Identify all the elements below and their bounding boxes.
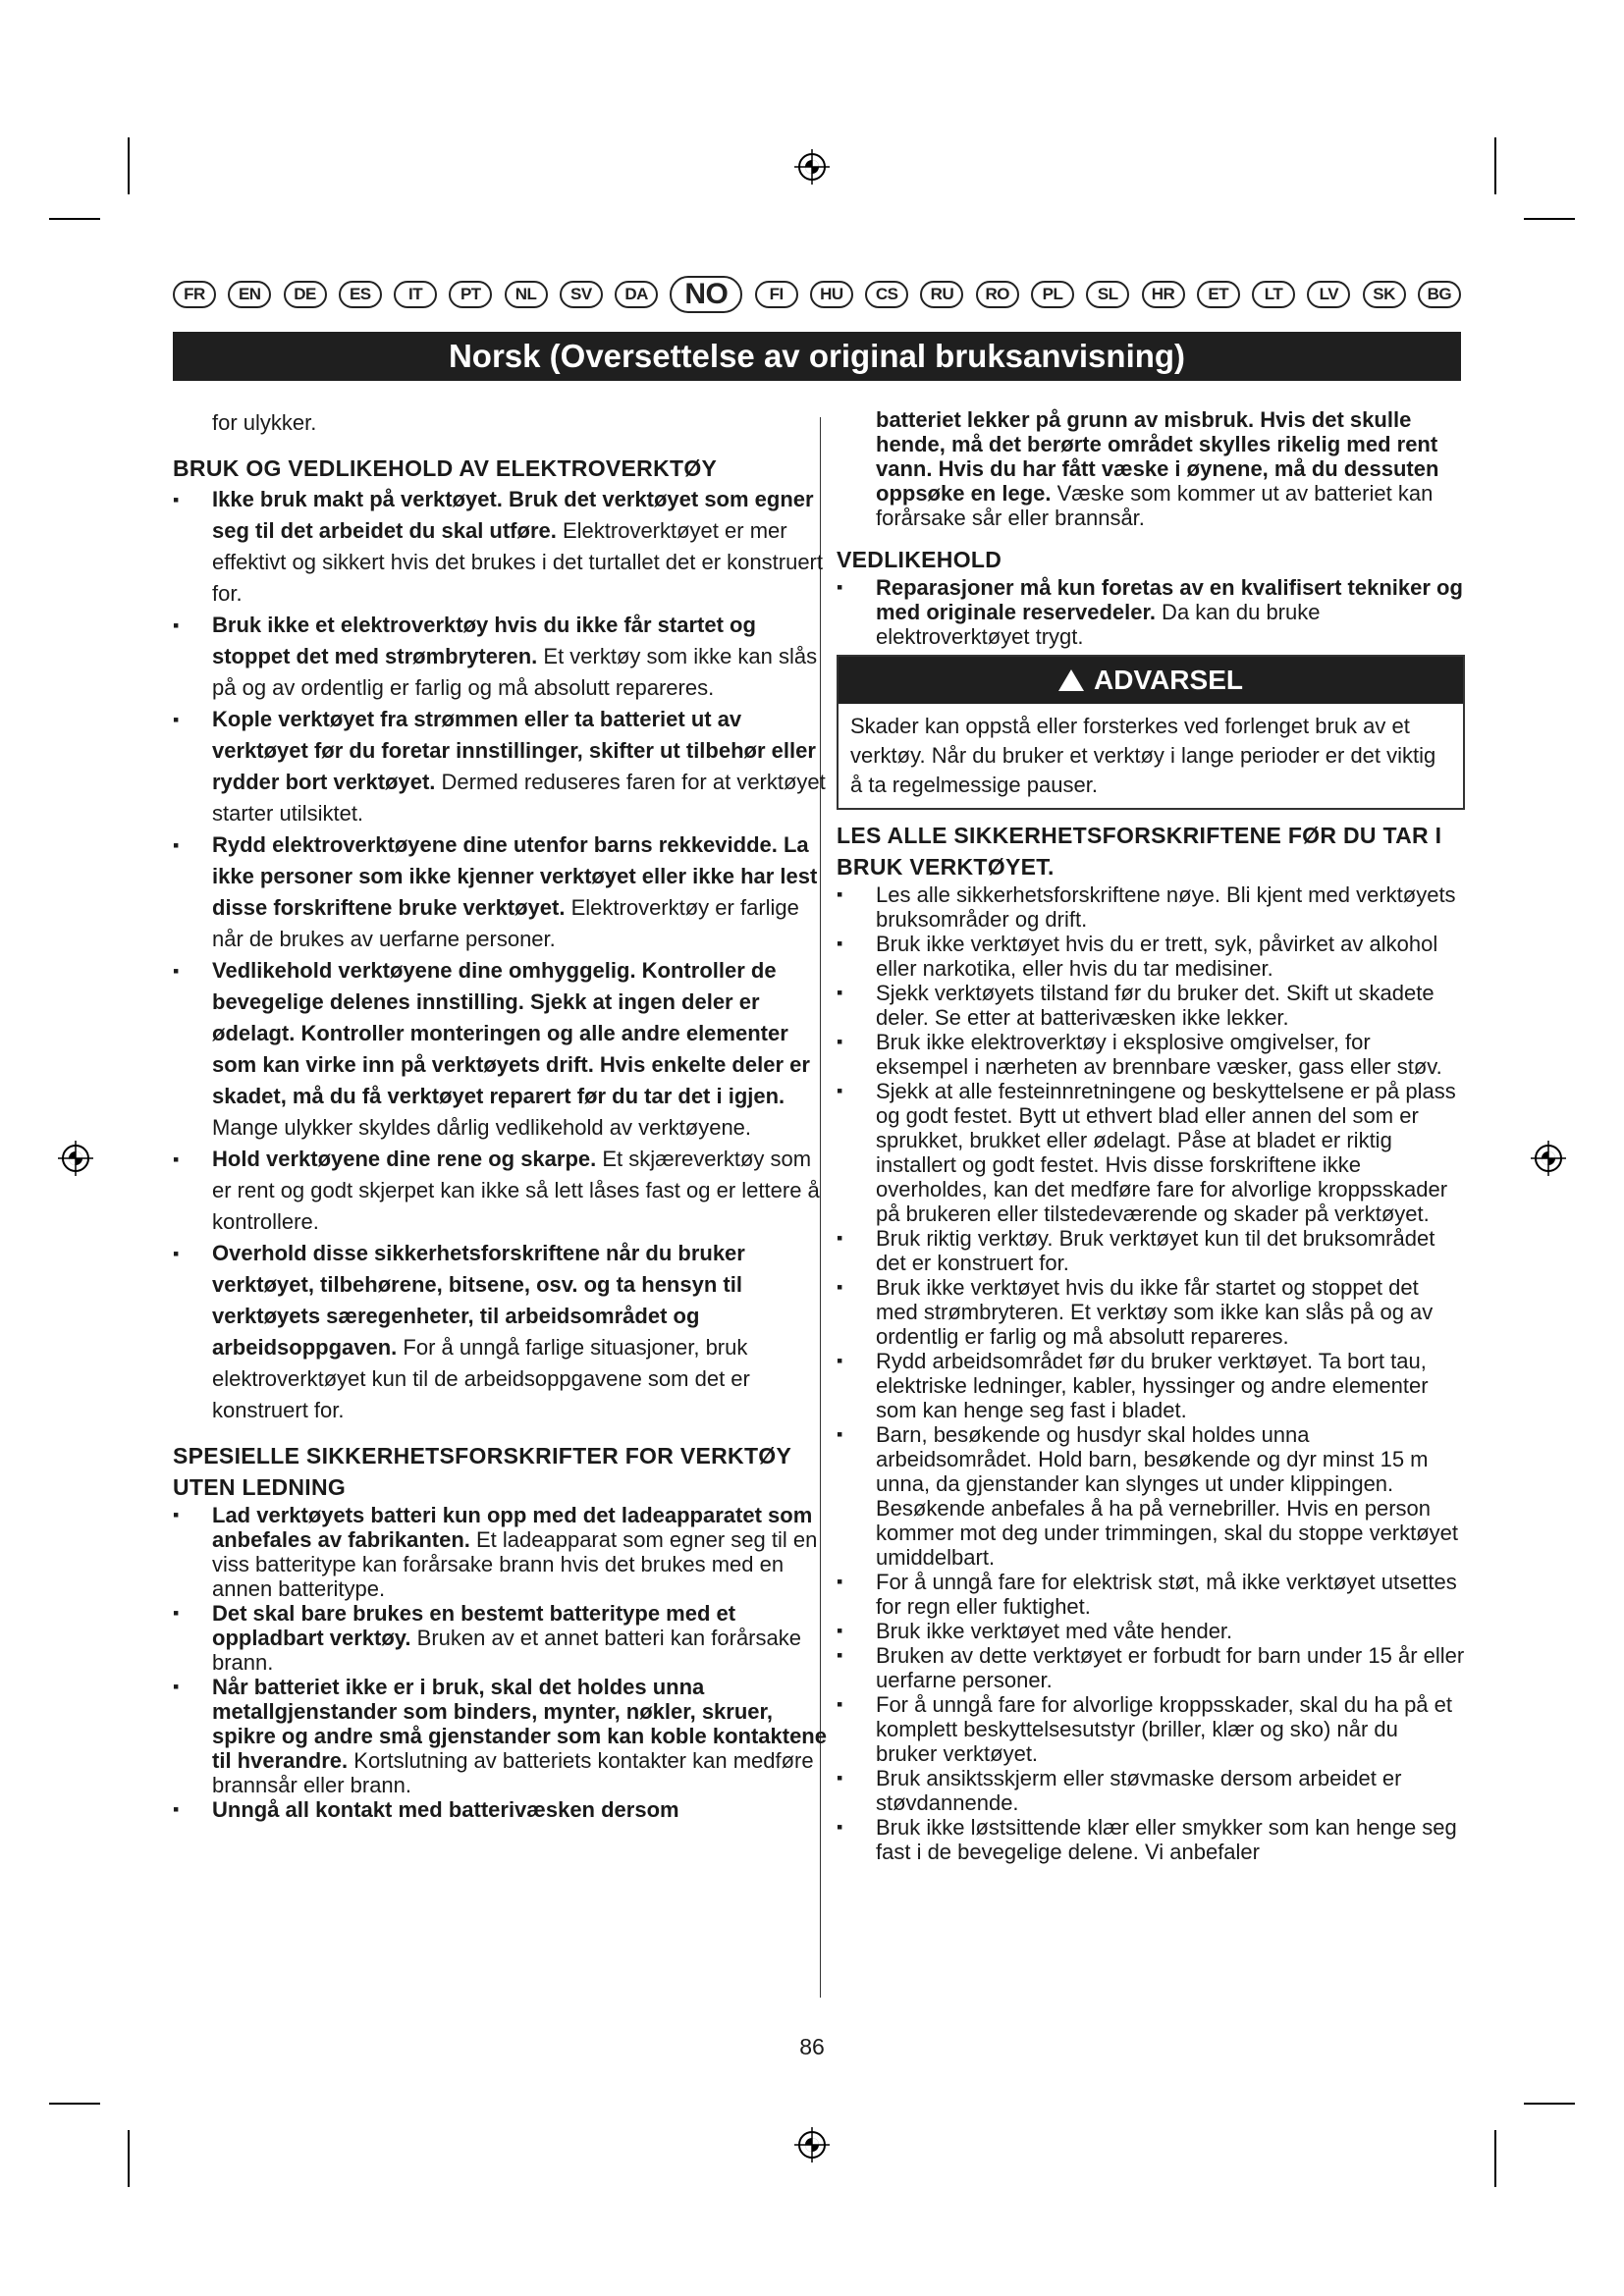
warning-box — [837, 655, 1465, 810]
body-text: Mange ulykker skyldes dårlig vedlikehold av verktøyene. — [212, 1115, 752, 1140]
warning-header — [839, 657, 1463, 704]
section-heading-use: BRUK OG VEDLIKEHOLD AV ELEKTROVERKTØY — [173, 455, 718, 481]
bold-text: Vedlikehold verktøyene dine omhyggelig. Kontroller de bevegelige delenes innstilling. Sjekk at ingen deler er ødelagt. Kontroller monteringen og alle andre elementer som kan virke inn på verktøyets drift. Hvis enkelte deler er skadet, må du få verktøyet reparert før du tar det i igjen. — [212, 958, 810, 1108]
body-text: Bruken av et annet batteri kan forårsake brann. — [212, 1626, 801, 1675]
list-item — [173, 955, 827, 1144]
list-item — [173, 1601, 827, 1675]
bold-text: Reparasjoner må kun foretas av en kvalifisert tekniker og med originale reservedeler. — [876, 575, 1463, 624]
lang-cs[interactable]: CS — [865, 281, 908, 308]
list-item — [837, 575, 1465, 649]
list-item: ▪ For å unngå fare for elektrisk støt, må ikke verktøyet utsettes for regn eller fuktighet. — [837, 1570, 1465, 1619]
lang-sv[interactable]: SV — [560, 281, 603, 308]
crop-mark — [49, 2103, 100, 2105]
lang-bg[interactable]: BG — [1418, 281, 1461, 308]
lang-pt[interactable]: PT — [449, 281, 492, 308]
body-text: Elektroverktøy er farlige når de brukes av uerfarne personer. — [212, 895, 799, 951]
list-item: ▪ Bruk ikke verktøyet med våte hender. — [837, 1619, 1465, 1643]
body-text: Et ladeapparat som egner seg til en viss batteritype kan forårsake brann hvis det brukes med en annen batteritype. — [212, 1527, 818, 1601]
body-text: For å unngå farlige situasjoner, bruk elektroverktøyet kun til de arbeidsoppgavene som det er konstruert for. — [212, 1335, 750, 1422]
lang-hu[interactable]: HU — [810, 281, 853, 308]
registration-mark-icon — [56, 1139, 95, 1178]
left-column — [173, 407, 827, 1822]
lang-hr[interactable]: HR — [1142, 281, 1185, 308]
bold-text: Lad verktøyets batteri kun opp med det ladeapparatet som anbefales av fabrikanten. — [212, 1503, 813, 1552]
list-item: ▪ Bruk ikke løstsittende klær eller smykker som kan henge seg fast i de bevegelige delene. Vi anbefaler — [837, 1815, 1465, 1864]
lang-nl[interactable]: NL — [505, 281, 548, 308]
bold-text: Kople verktøyet fra strømmen eller ta batteriet ut av verktøyet før du foretar innstillinger, skifter ut tilbehør eller rydder bort verktøyet. — [212, 707, 816, 794]
section-heading-read-all: LES ALLE SIKKERHETSFORSKRIFTENE FØR DU TAR I BRUK VERKTØYET. — [837, 823, 1442, 880]
lang-pl[interactable]: PL — [1031, 281, 1074, 308]
section-heading-maintenance: VEDLIKEHOLD — [837, 547, 1002, 572]
lang-no-active[interactable]: NO — [670, 276, 742, 313]
crop-mark — [128, 137, 130, 194]
list-item — [173, 1675, 827, 1797]
bold-text: Når batteriet ikke er i bruk, skal det holdes unna metallgjenstander som binders, mynter, nøkler, skruer, spikre og andre små gjenstander som kan koble kontaktene til hverandre. — [212, 1675, 827, 1773]
list-item: ▪ Bruken av dette verktøyet er forbudt for barn under 15 år eller uerfarne personer. — [837, 1643, 1465, 1692]
warning-icon — [1058, 669, 1084, 691]
body-text: Væske som kommer ut av batteriet kan forårsake sår eller brannsår. — [876, 481, 1434, 530]
body-text: Dermed reduseres faren for at verktøyet starter utilsiktet. — [212, 770, 826, 826]
list-item: ▪ Bruk riktig verktøy. Bruk verktøyet kun til det bruksområdet det er konstruert for. — [837, 1226, 1465, 1275]
lang-sk[interactable]: SK — [1363, 281, 1406, 308]
lang-fi[interactable]: FI — [755, 281, 798, 308]
bold-text: Rydd elektroverktøyene dine utenfor barns rekkevidde. La ikke personer som ikke kjenner verktøyet eller ikke har lest disse forskriftene bruke verktøyet. — [212, 832, 818, 920]
bold-text: Hold verktøyene dine rene og skarpe. — [212, 1147, 597, 1171]
crop-mark — [1494, 137, 1496, 194]
section-heading-cordless: SPESIELLE SIKKERHETSFORSKRIFTER FOR VERKTØY UTEN LEDNING — [173, 1443, 791, 1500]
list-item: ▪ Barn, besøkende og husdyr skal holdes unna arbeidsområdet. Hold barn, besøkende og dyr minst 15 m unna, da gjenstander kan slynges ut under klippingen. Besøkende anbefales å ha på vernebriller. Hvis en person kommer mot deg under trimmingen, skal du stoppe verktøyet umiddelbart. — [837, 1422, 1465, 1570]
body-text: Kortslutning av batteriets kontakter kan medføre brannsår eller brann. — [212, 1748, 814, 1797]
registration-mark-icon — [792, 2125, 832, 2164]
lang-de[interactable]: DE — [284, 281, 327, 308]
lang-it[interactable]: IT — [394, 281, 437, 308]
crop-mark — [49, 218, 100, 220]
list-item: ▪ Bruk ansiktsskjerm eller støvmaske dersom arbeidet er støvdannende. — [837, 1766, 1465, 1815]
list-item — [173, 1503, 827, 1601]
bold-text: Bruk ikke et elektroverktøy hvis du ikke får startet og stoppet det med strømbryteren. — [212, 613, 756, 668]
lang-ro[interactable]: RO — [976, 281, 1019, 308]
bold-text: Det skal bare brukes en bestemt batteritype med et oppladbart verktøy. — [212, 1601, 736, 1650]
crop-mark — [1524, 2103, 1575, 2105]
registration-mark-icon — [1529, 1139, 1568, 1178]
right-column — [837, 407, 1465, 1864]
list-item: ▪ Sjekk verktøyets tilstand før du bruker det. Skift ut skadete deler. Se etter at batterivæsken ikke lekker. — [837, 981, 1465, 1030]
list-item — [173, 704, 827, 829]
lang-da[interactable]: DA — [615, 281, 658, 308]
list-item: ▪ Sjekk at alle festeinnretningene og beskyttelsene er på plass og godt festet. Bytt ut ethvert blad eller annen del som er sprukket, brukket eller ødelagt. Påse at bladet er riktig installert og godt festet. Hvis disse forskriftene ikke overholdes, kan det medføre fare for alvorlige kroppsskader på brukeren eller tilstedeværende og skader på verktøyet. — [837, 1079, 1465, 1226]
intro-text: for ulykker. — [212, 410, 317, 435]
lang-ru[interactable]: RU — [920, 281, 963, 308]
registration-mark-icon — [792, 147, 832, 187]
crop-mark — [128, 2130, 130, 2187]
list-item — [173, 1238, 827, 1426]
list-item: ▪ Les alle sikkerhetsforskriftene nøye. Bli kjent med verktøyets bruksområder og drift. — [837, 882, 1465, 932]
body-text: Da kan du bruke elektroverktøyet trygt. — [876, 600, 1321, 649]
lang-lt[interactable]: LT — [1252, 281, 1295, 308]
list-item — [173, 1144, 827, 1238]
list-item: ▪ Rydd arbeidsområdet før du bruker verktøyet. Ta bort tau, elektriske ledninger, kabler, hyssinger og andre elementer som kan henge seg fast i bladet. — [837, 1349, 1465, 1422]
warning-text: Skader kan oppstå eller forsterkes ved forlenget bruk av et verktøy. Når du bruker et verktøy i lange perioder er det viktig å ta regelmessige pauser. — [850, 714, 1436, 797]
lang-sl[interactable]: SL — [1086, 281, 1129, 308]
crop-mark — [1524, 218, 1575, 220]
page-title: Norsk (Oversettelse av original bruksanvisning) — [173, 332, 1461, 381]
lang-et[interactable]: ET — [1197, 281, 1240, 308]
bold-text: Ikke bruk makt på verktøyet. Bruk det verktøyet som egner seg til det arbeidet du skal utføre. — [212, 487, 814, 543]
body-text: Et skjæreverktøy som er rent og godt skjerpet kan ikke så lett låses fast og er lettere å kontrollere. — [212, 1147, 820, 1234]
lang-lv[interactable]: LV — [1307, 281, 1350, 308]
body-text: Elektroverktøyet er mer effektivt og sikkert hvis det brukes i det turtallet det er konstruert for. — [212, 518, 823, 606]
list-item: ▪ Bruk ikke verktøyet hvis du er trett, syk, påvirket av alkohol eller narkotika, eller hvis du tar medisiner. — [837, 932, 1465, 981]
bold-text: Unngå all kontakt med batterivæsken dersom — [212, 1797, 679, 1822]
page-number: 86 — [799, 2034, 825, 2059]
list-item: ▪ Bruk ikke verktøyet hvis du ikke får startet og stoppet det med strømbryteren. Et verktøy som ikke kan slås på og av ordentlig er farlig og må absolutt repareres. — [837, 1275, 1465, 1349]
list-item — [173, 829, 827, 955]
body-text: Et verktøy som ikke kan slås på og av ordentlig er farlig og må absolutt repareres. — [212, 644, 818, 700]
warning-title: ADVARSEL — [1094, 665, 1243, 695]
list-item: ▪ For å unngå fare for alvorlige kroppsskader, skal du ha på et komplett beskyttelsesutstyr (briller, klær og sko) når du bruker verktøyet. — [837, 1692, 1465, 1766]
bold-text: batteriet lekker på grunn av misbruk. Hvis det skulle hende, må det berørte området skylles rikelig med rent vann. Hvis du har fått væske i øynene, må du dessuten oppsøke en lege. — [876, 407, 1439, 506]
language-bar — [173, 278, 1461, 311]
lang-en[interactable]: EN — [228, 281, 271, 308]
continued-text — [837, 407, 1465, 530]
lang-fr[interactable]: FR — [173, 281, 216, 308]
crop-mark — [1494, 2130, 1496, 2187]
list-item — [173, 1797, 827, 1822]
list-item — [173, 484, 827, 610]
lang-es[interactable]: ES — [339, 281, 382, 308]
bold-text: Overhold disse sikkerhetsforskriftene når du bruker verktøyet, tilbehørene, bitsene, osv. og ta hensyn til verktøyets særegenheter, til arbeidsområdet og arbeidsoppgaven. — [212, 1241, 745, 1360]
list-item — [173, 610, 827, 704]
list-item: ▪ Bruk ikke elektroverktøy i eksplosive omgivelser, for eksempel i nærheten av brennbare væsker, gass eller støv. — [837, 1030, 1465, 1079]
